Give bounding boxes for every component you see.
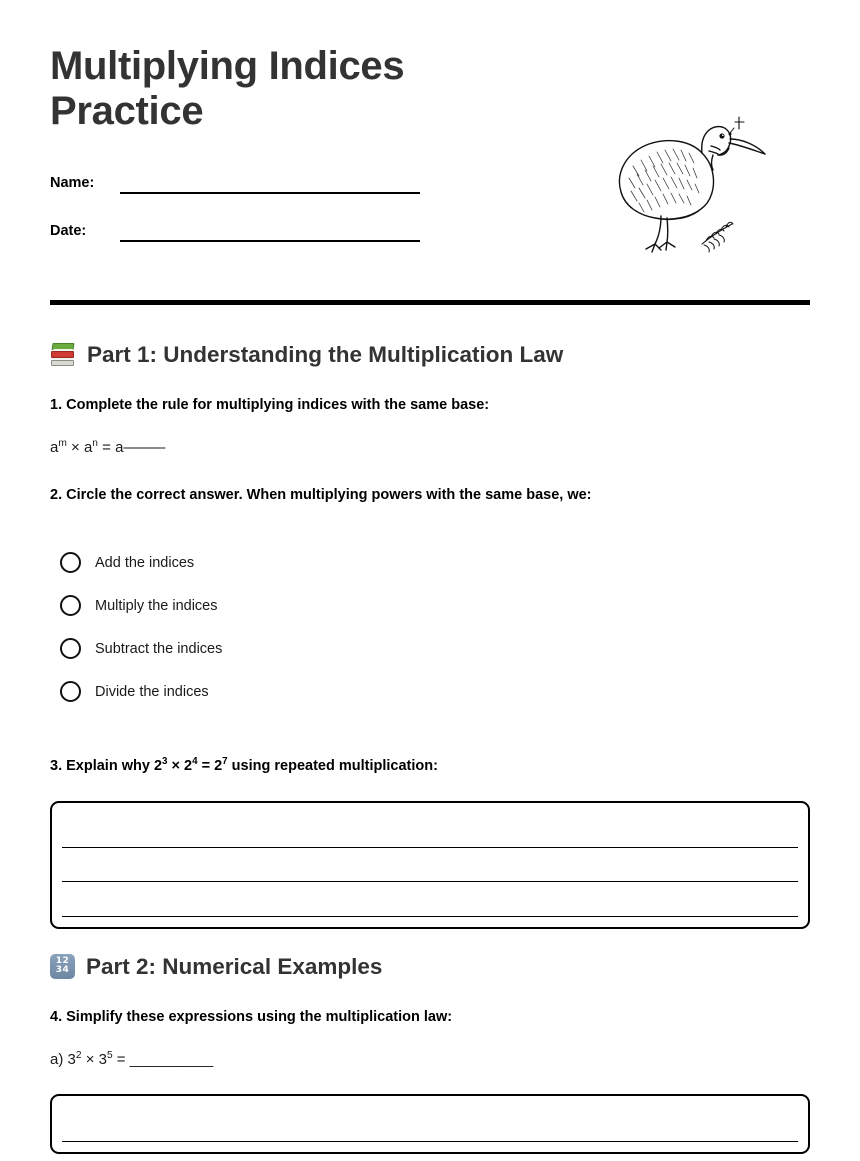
q4a-answer-blank[interactable]: __________ [129,1050,214,1068]
date-field-label: Date: [50,223,87,240]
numbers-icon-top: 12 [55,956,70,967]
q1-answer-blank[interactable]: ——— [123,438,164,456]
date-input-line[interactable] [120,228,420,242]
kiwi-bird-icon [605,108,780,263]
q3-sup-7: 7 [222,756,228,768]
q3-sup-3: 3 [162,756,168,768]
q1-base-a: a [50,438,59,456]
question-3-text [50,757,810,777]
writing-line[interactable] [62,813,798,848]
books-icon [50,342,76,368]
q3-sup-4: 4 [192,756,198,768]
numbers-icon-bottom: 34 [55,965,70,976]
q4a-sup-5: 5 [106,1049,113,1061]
input-numbers-icon [50,954,75,979]
q3-prefix: 3. Explain why 2 [50,758,163,775]
q3-eq: = 2 [197,758,223,775]
option-label: Divide the indices [95,683,209,700]
q4a-mid: × 3 [81,1050,107,1068]
q4a-prefix: a) 3 [50,1050,76,1068]
question-3-answer-box[interactable] [50,801,810,929]
q1-base-a2: a [83,438,93,456]
question-2-options [50,541,810,713]
part2-heading [50,953,810,980]
header-divider [50,300,810,305]
q4a-eq: = [112,1050,130,1068]
q4a-sup-2: 2 [75,1049,82,1061]
option-label: Multiply the indices [95,597,218,614]
q1-equals: = a [97,438,124,456]
worksheet-body [0,341,860,1154]
question-4-item-a [50,1050,810,1070]
radio-circle-icon[interactable] [60,681,81,702]
part1-heading [50,341,810,368]
option-label: Subtract the indices [95,640,223,657]
part1-title: Part 1: Understanding the Multiplication Law [87,342,564,367]
q1-sup-m: m [58,437,67,449]
option-row[interactable] [50,670,810,713]
question-4-answer-box[interactable] [50,1094,810,1154]
part2-title: Part 2: Numerical Examples [86,953,383,979]
name-field-label: Name: [50,175,95,192]
option-row[interactable] [50,541,810,584]
radio-circle-icon[interactable] [60,595,81,616]
option-row[interactable] [50,627,810,670]
writing-line[interactable] [62,1106,798,1142]
radio-circle-icon[interactable] [60,552,81,573]
q3-mid: × 2 [167,758,193,775]
option-label: Add the indices [95,554,195,571]
writing-line[interactable] [62,882,798,917]
question-1-expression [50,438,810,458]
question-1-text: 1. Complete the rule for multiplying indices with the same base: [50,397,490,413]
q1-times: × [66,438,84,456]
name-input-line[interactable] [120,180,420,194]
question-2-text: 2. Circle the correct answer. When multiplying powers with the same base, we: [50,486,592,503]
header-section [0,0,860,300]
radio-circle-icon[interactable] [60,638,81,659]
question-4-text: 4. Simplify these expressions using the multiplication law: [50,1008,453,1025]
q1-sup-n: n [92,437,98,449]
option-row[interactable] [50,584,810,627]
page-title: Multiplying Indices Practice [50,44,405,133]
writing-line[interactable] [62,848,798,883]
q3-suffix: using repeated multiplication: [227,758,438,775]
